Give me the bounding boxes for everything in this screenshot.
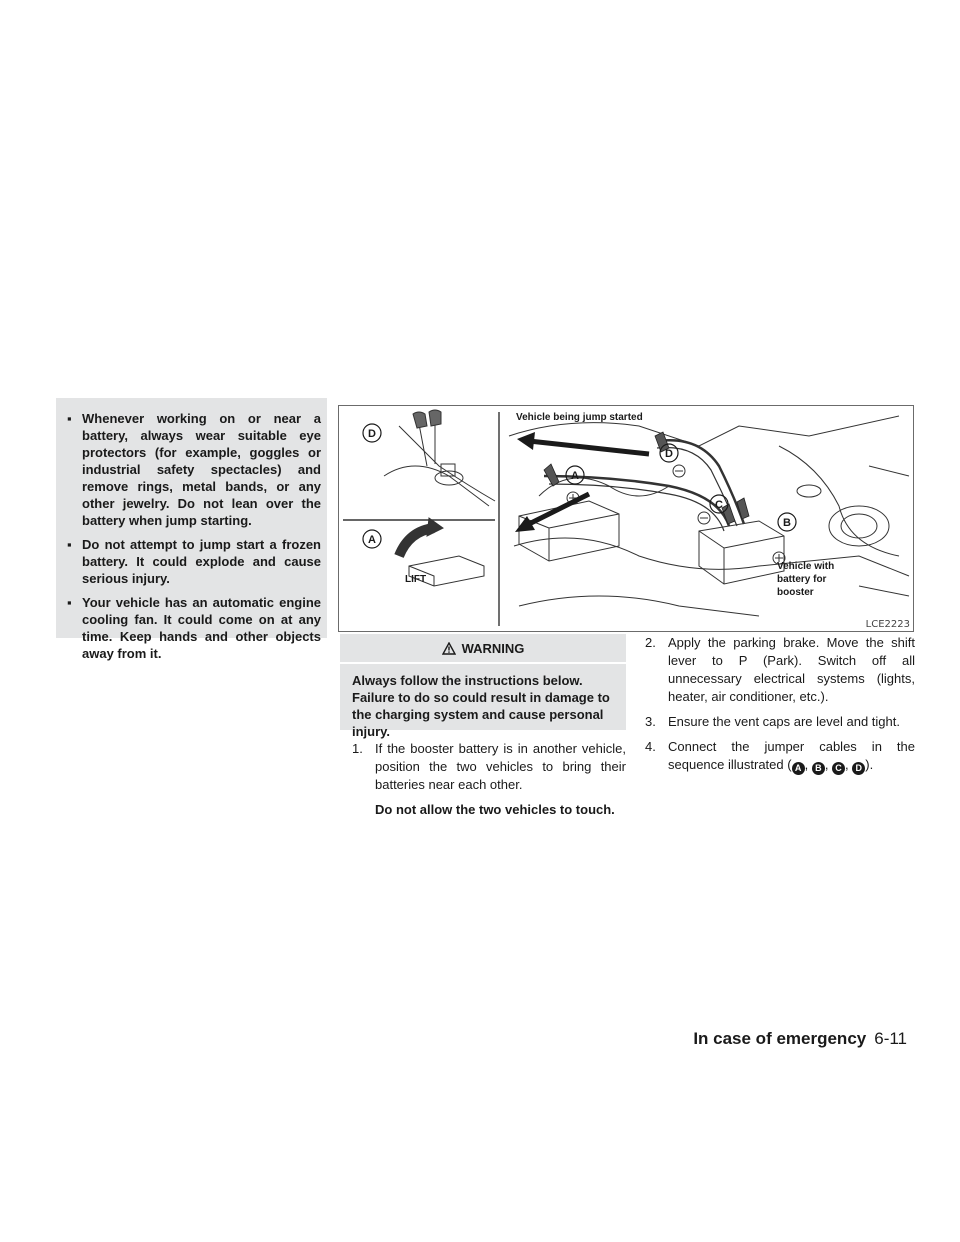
sequence-d-icon: D [852, 762, 865, 775]
caution-box [56, 398, 327, 661]
step-number: 4. [645, 739, 656, 754]
page-number: 6-11 [874, 1029, 907, 1048]
bullet-icon: ▪ [67, 411, 72, 426]
label-booster-3: booster [777, 587, 814, 598]
step-text: Apply the parking brake. Move the shift lever to P (Park). Switch off all unnecessary electrical systems (lights, heater, air conditioner, etc.). [668, 635, 915, 704]
sequence-b-icon: B [812, 762, 825, 775]
sequence-a-icon: A [792, 762, 805, 775]
warning-title: WARNING [461, 640, 525, 656]
step-item [352, 740, 626, 794]
sequence-c-icon: C [832, 762, 845, 775]
bullet-icon: ▪ [67, 595, 72, 610]
step-item [645, 634, 915, 706]
label-b: B [783, 517, 791, 529]
label-d-inset: D [368, 428, 376, 440]
caution-item: ▪ Whenever working on or near a battery, always wear suitable eye protectors (for example, goggles or industrial safety spectacles) and remove rings, metal bands, or any other jewelry. Do not lean over the battery when jump starting. [67, 411, 321, 528]
section-title: In case of emergency [693, 1029, 867, 1048]
steps-right-column [645, 634, 915, 782]
label-lift: LIFT [405, 574, 427, 585]
steps-left-column [352, 740, 626, 819]
label-booster-1: Vehicle with [777, 561, 835, 572]
bullet-icon: ▪ [67, 537, 72, 552]
step-item [645, 738, 915, 775]
illustration-drawing [339, 406, 913, 631]
caution-list [65, 410, 321, 662]
label-booster-2: battery for [777, 574, 827, 585]
warning-text: Always follow the instructions below. Failure to do so could result in damage to the charging system and cause personal injury. [352, 673, 610, 739]
caution-item: ▪ Do not attempt to jump start a frozen battery. It could explode and cause serious injury. [67, 537, 321, 586]
jump-start-illustration [338, 405, 914, 632]
warning-icon [442, 642, 456, 655]
warning-box [340, 634, 626, 739]
step-item [645, 713, 915, 731]
figure-code: LCE2223 [865, 619, 910, 630]
step-text: Ensure the vent caps are level and tight. [668, 714, 900, 729]
caution-item: ▪ Your vehicle has an automatic engine cooling fan. It could come on at any time. Keep hands and other objects away from it. [67, 595, 321, 661]
step-text: If the booster battery is in another vehicle, position the two vehicles to bring their batteries near each other. [375, 741, 626, 792]
step-number: 2. [645, 635, 656, 650]
label-a: A [571, 470, 579, 482]
page-footer [693, 1029, 907, 1049]
step-number: 3. [645, 714, 656, 729]
step-text: Connect the jumper cables in the sequence illustrated ( A , B , C , D ). [668, 739, 915, 773]
label-vehicle-jump: Vehicle being jump started [516, 412, 643, 423]
label-c: C [715, 499, 723, 511]
step-number: 1. [352, 741, 363, 756]
step-note: Do not allow the two vehicles to touch. [375, 802, 615, 817]
label-a-inset: A [368, 534, 376, 546]
label-d: D [665, 448, 673, 460]
warning-header [340, 634, 626, 664]
